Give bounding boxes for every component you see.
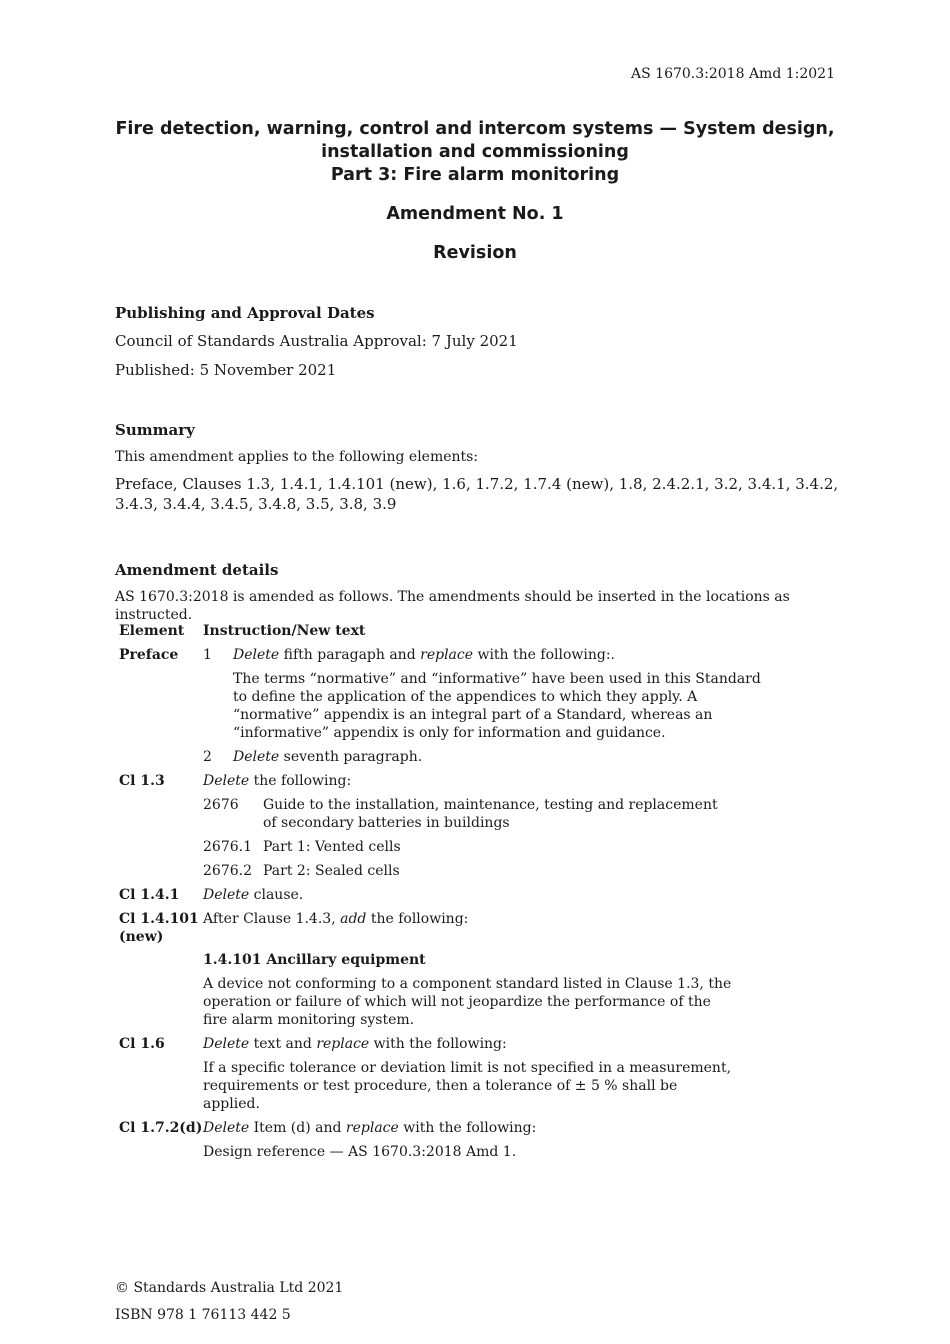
- table-row-cl-1-3: [115, 772, 840, 886]
- summary-elements: Preface, Clauses 1.3, 1.4.1, 1.4.101 (new), 1.6, 1.7.2, 1.7.4 (new), 1.8, 2.4.2.1, 3.2, 3.4.1, 3.4.2, 3.4.3, 3.4.4, 3.4.5, 3.4.8, 3.5, 3.8, 3.9: [115, 475, 839, 513]
- list-item: [203, 862, 840, 880]
- copyright-notice: © Standards Australia Ltd 2021: [115, 1280, 344, 1296]
- item-number: 1: [203, 647, 212, 663]
- approval-date: Council of Standards Australia Approval: 7 July 2021: [115, 332, 518, 350]
- summary-intro: This amendment applies to the following elements:: [115, 449, 479, 465]
- instruction-line: [203, 1035, 840, 1053]
- table-row-preface: [115, 646, 840, 772]
- element-label: Cl 1.4.101 (new): [119, 911, 199, 945]
- title-line-2: installation and commissioning: [321, 142, 629, 162]
- element-label: Preface: [119, 647, 179, 663]
- element-label: Cl 1.6: [119, 1036, 165, 1052]
- instruction-text-tail: with the following:.: [477, 647, 616, 663]
- add-keyword: add: [340, 911, 367, 927]
- delete-keyword: Delete: [203, 1036, 250, 1052]
- item-number: 2: [203, 749, 212, 765]
- table-row-cl-1-7-2d: [115, 1119, 840, 1167]
- standard-code: 2676.1: [203, 839, 252, 855]
- standard-title: Part 1: Vented cells: [263, 839, 401, 855]
- instruction-item-1: [203, 646, 840, 664]
- instruction-text: the following:: [253, 773, 352, 789]
- element-label: Cl 1.4.1: [119, 887, 180, 903]
- instruction-text: fifth paragaph and: [283, 647, 416, 663]
- table-header-row: [115, 622, 840, 640]
- details-section: [115, 561, 840, 624]
- instruction-text: text and: [253, 1036, 312, 1052]
- revision-title: Revision: [433, 243, 517, 263]
- instruction-text: Item (d) and: [253, 1120, 342, 1136]
- instruction-item-2: [203, 748, 840, 766]
- delete-keyword: Delete: [233, 647, 280, 663]
- standard-title: Guide to the installation, maintenance, testing and replacement of secondary batteries in buildings: [263, 797, 718, 831]
- standard-title: Part 2: Sealed cells: [263, 863, 400, 879]
- instruction-cell: [203, 886, 840, 904]
- delete-keyword: Delete: [203, 887, 250, 903]
- delete-keyword: Delete: [203, 1120, 250, 1136]
- title-line-3: Part 3: Fire alarm monitoring: [330, 165, 620, 185]
- column-header-instruction: Instruction/New text: [203, 623, 366, 639]
- instruction-text: After Clause 1.4.3,: [203, 911, 336, 927]
- replace-keyword: replace: [316, 1036, 370, 1052]
- instruction-cell: [203, 1035, 840, 1119]
- table-row-cl-1-4-101: [115, 910, 840, 1035]
- new-text-block: A device not conforming to a component standard listed in Clause 1.3, the operation or failure of which will not jeopardize the performance of the fire alarm monitoring system.: [203, 976, 732, 1028]
- details-heading: Amendment details: [115, 561, 279, 579]
- published-date: Published: 5 November 2021: [115, 361, 337, 379]
- list-item: [203, 838, 840, 856]
- document-reference: AS 1670.3:2018 Amd 1:2021: [631, 66, 835, 82]
- clause-subheading: 1.4.101 Ancillary equipment: [203, 952, 426, 968]
- instruction-text: seventh paragraph.: [283, 749, 423, 765]
- instruction-text-tail: the following:: [370, 911, 469, 927]
- delete-keyword: Delete: [233, 749, 280, 765]
- replace-keyword: replace: [345, 1120, 399, 1136]
- standard-code: 2676.2: [203, 863, 252, 879]
- element-label: Cl 1.7.2(d): [119, 1120, 203, 1136]
- instruction-line: [203, 1119, 840, 1137]
- delete-keyword: Delete: [203, 773, 250, 789]
- details-intro: AS 1670.3:2018 is amended as follows. The amendments should be inserted in the locations as instructed.: [115, 589, 790, 623]
- new-text-block: The terms “normative” and “informative” have been used in this Standard to define the application of the appendices to which they apply. A “normative” appendix is an integral part of a Standard, whereas an “informative” appendix is only for information and guidance.: [233, 671, 761, 741]
- element-label: Cl 1.3: [119, 773, 165, 789]
- standard-code: 2676: [203, 797, 239, 813]
- table-row-cl-1-6: [115, 1035, 840, 1119]
- title-block: [0, 118, 950, 265]
- instruction-cell: [203, 1119, 840, 1167]
- instruction-cell: [203, 910, 840, 1035]
- summary-heading: Summary: [115, 421, 195, 439]
- new-text-block: Design reference — AS 1670.3:2018 Amd 1.: [203, 1144, 517, 1160]
- summary-section: [115, 421, 840, 514]
- instruction-cell: [203, 646, 840, 772]
- isbn: ISBN 978 1 76113 442 5: [115, 1307, 291, 1323]
- instruction-text: clause.: [253, 887, 304, 903]
- instruction-line: [203, 910, 840, 928]
- table-row-cl-1-4-1: [115, 886, 840, 904]
- replace-keyword: replace: [420, 647, 474, 663]
- instruction-text-tail: with the following:: [373, 1036, 507, 1052]
- new-text-block: If a specific tolerance or deviation limit is not specified in a measurement, requirements or test procedure, then a tolerance of ± 5 % shall be applied.: [203, 1060, 732, 1112]
- dates-heading: Publishing and Approval Dates: [115, 304, 375, 322]
- title-line-1: Fire detection, warning, control and intercom systems — System design,: [115, 119, 835, 139]
- instruction-text-tail: with the following:: [403, 1120, 537, 1136]
- instruction-line: [203, 772, 840, 790]
- amendment-title: Amendment No. 1: [386, 204, 564, 224]
- amendment-table: [115, 622, 840, 1167]
- list-item: [203, 796, 840, 832]
- instruction-cell: [203, 772, 840, 886]
- dates-section: [115, 304, 840, 380]
- column-header-element: Element: [119, 623, 185, 639]
